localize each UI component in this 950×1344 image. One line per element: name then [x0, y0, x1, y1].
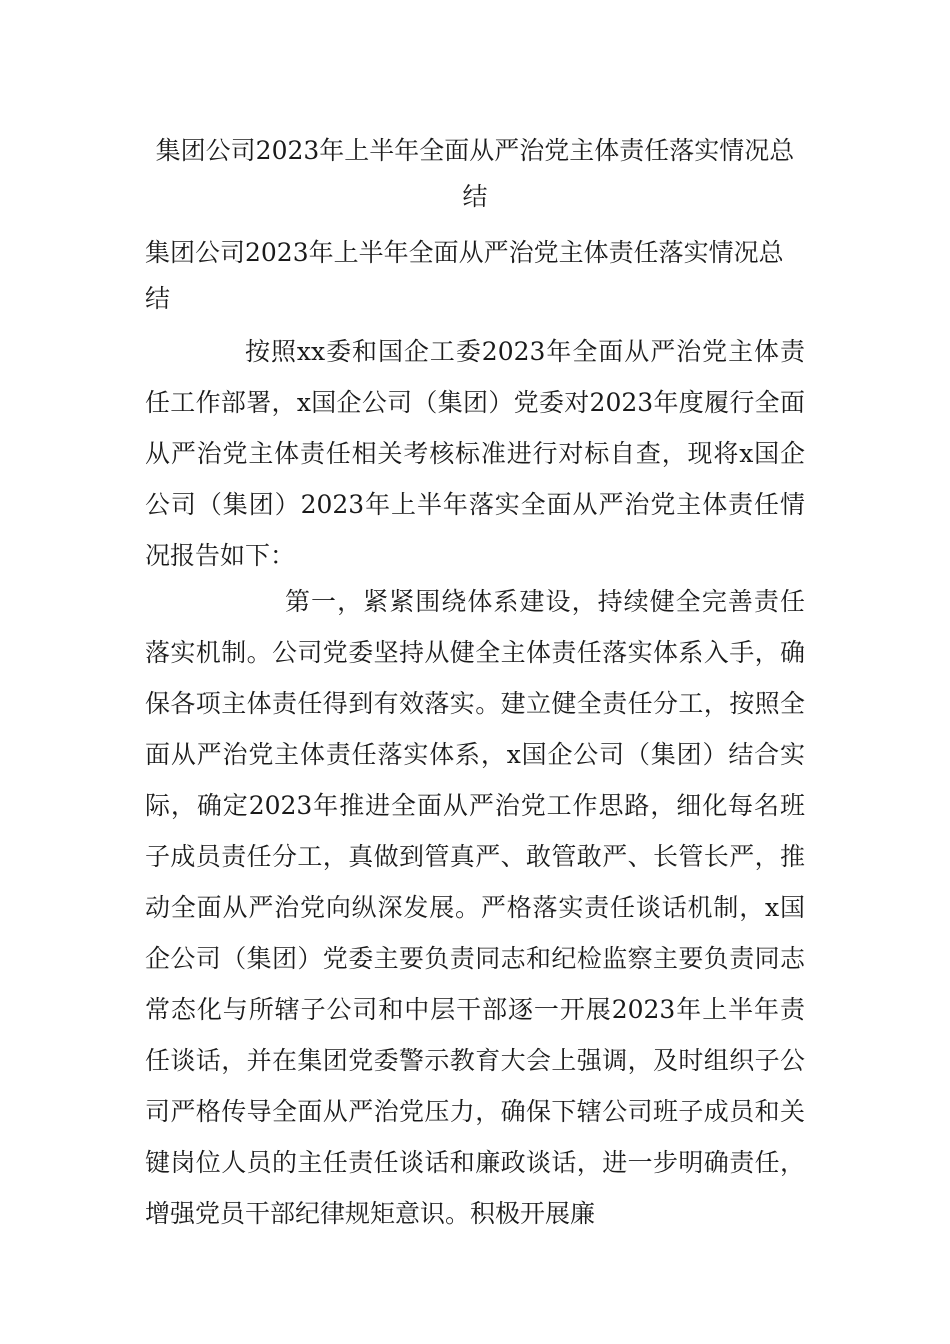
paragraph-first-point: 第一，紧紧围绕体系建设，持续健全完善责任落实机制。公司党委坚持从健全主体责任落实体系入手，确保各项主体责任得到有效落实。建立健全责任分工，按照全面从严治党主体责任落实体系，x国企公司（集团）结合实际，确定2023年推进全面从严治党工作思路，细化每名班子成员责任分工，真做到管真严、敢管敢严、长管长严，推动全面从严治党向纵深发展。严格落实责任谈话机制，x国企公司（集团）党委主要负责同志和纪检监察主要负责同志常态化与所辖子公司和中层干部逐一开展2023年上半年责任谈话，并在集团党委警示教育大会上强调，及时组织子公司严格传导全面从严治党压力，确保下辖公司班子成员和关键岗位人员的主任责任谈话和廉政谈话，进一步明确责任，增强党员干部纪律规矩意识。积极开展廉: [145, 587, 805, 1228]
document-title: 集团公司2023年上半年全面从严治党主体责任落实情况总结: [155, 136, 795, 211]
document-subtitle: 集团公司2023年上半年全面从严治党主体责任落实情况总结: [145, 238, 784, 313]
paragraph-intro: 按照xx委和国企工委2023年全面从严治党主体责任工作部署，x国企公司（集团）党委对2023年度履行全面从严治党主体责任相关考核标准进行对标自查，现将x国企公司（集团）2023年上半年落实全面从严治党主体责任情况报告如下：: [145, 337, 805, 570]
